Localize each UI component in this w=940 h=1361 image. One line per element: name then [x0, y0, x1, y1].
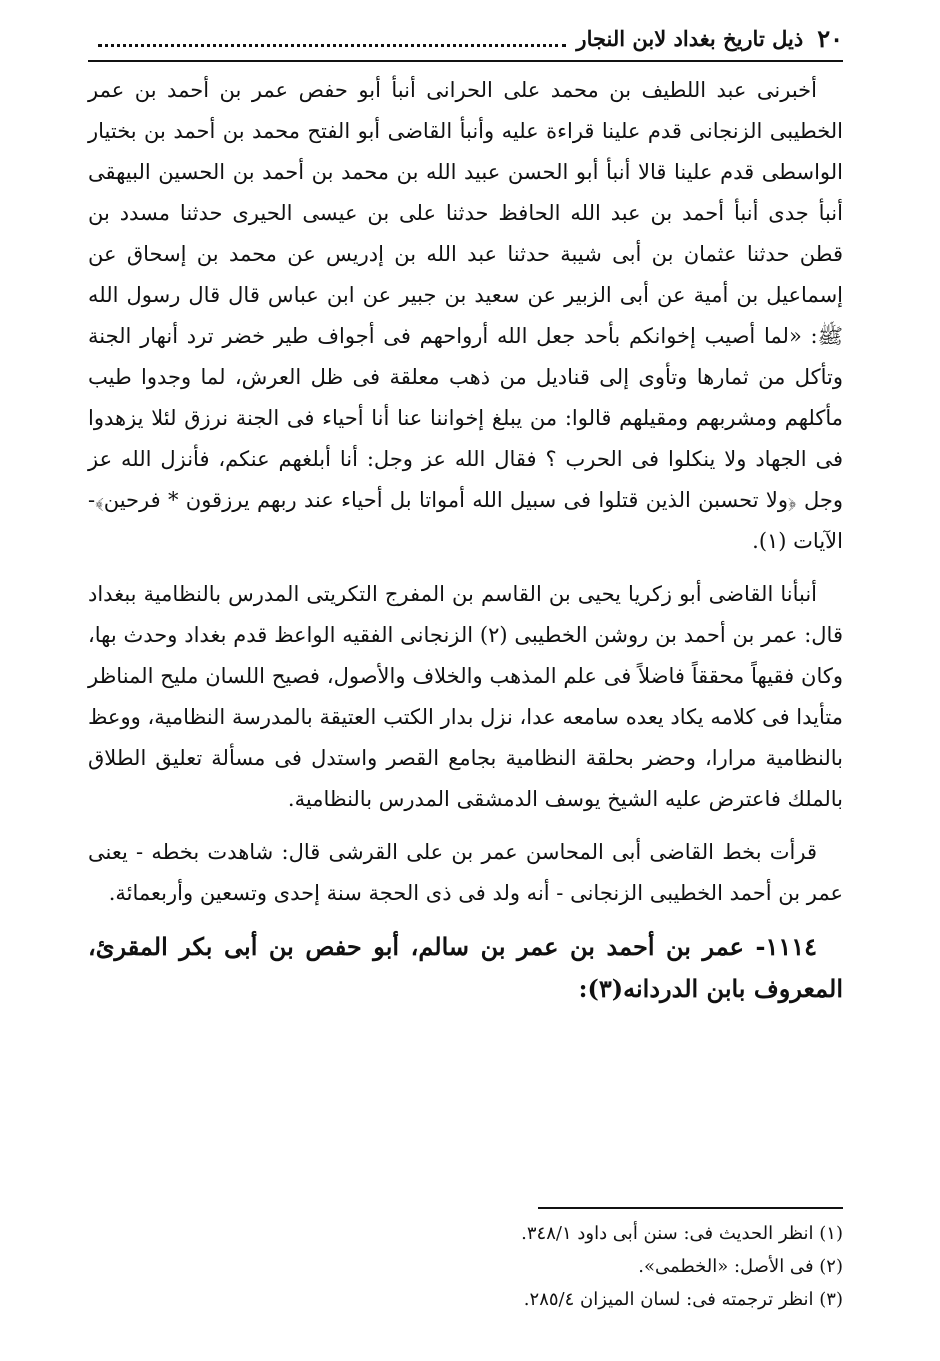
book-page — [88, 18, 843, 1010]
footnote-divider — [538, 1207, 843, 1209]
running-header — [88, 18, 843, 62]
paragraph-biography: أنبأنا القاضى أبو زكريا يحيى بن القاسم بن المفرج التكريتى المدرس بالنظامية ببغداد قال: عمر بن أحمد بن روشن الخطيبى (٢) الزنجانى الفقيه الواعظ قدم بغداد وحدث بها، وكان فقيهاً محققاً فاضلاً فى علم المذهب والخلاف والأصول، فصيح اللسان مليح المناظر متأيدا فى كلامه يكاد يعده سامعه عدا، نزل بدار الكتب العتيقة بالمدرسة النظامية، ووعظ بالنظامية مرارا، وحضر بحلقة النظامية بجامع القصر واستدل فى مسألة تعليق الطلاق بالملك فاعترض عليه الشيخ يوسف الدمشقى المدرس بالنظامية. — [88, 582, 843, 811]
running-title: ذيل تاريخ بغداد لابن النجار — [576, 25, 804, 51]
footnote-2: (٢) فى الأصل: «الخطمى». — [638, 1256, 843, 1277]
footnote-3: (٣) انظر ترجمته فى: لسان الميزان ٢٨٥/٤. — [523, 1289, 843, 1310]
footnote-1: (١) انظر الحديث فى: سنن أبى داود ٣٤٨/١. — [521, 1223, 843, 1244]
page-number: ٢٠ — [817, 23, 843, 53]
footnotes-section — [88, 1207, 843, 1316]
paragraph-birth-note: قرأت بخط القاضى أبى المحاسن عمر بن على القرشى قال: شاهدت بخطه - يعنى عمر بن أحمد الخطيبى الزنجانى - أنه ولد فى ذى الحجة سنة إحدى وتسعين وأربعمائة. — [88, 840, 843, 905]
paragraph-hadith-chain: أخبرنى عبد اللطيف بن محمد على الحرانى أنبأ أبو حفص عمر بن أحمد بن عمر الخطيبى الزنجانى قدم علينا قراءة عليه وأنبأ القاضى أبو الفتح محمد بن أحمد بن بختيار الواسطى قدم علينا قالا أنبأ أبو الحسن عبيد الله بن محمد بن أحمد بن الحسين البيهقى أنبأ جدى أنبأ أحمد بن عبد الله الحافظ حدثنا على بن عيسى الحيرى حدثنا مسدد بن قطن حدثنا عثمان بن أبى شيبة حدثنا عبد الله بن إدريس عن محمد بن إسحاق عن إسماعيل بن أمية عن أبى الزبير عن سعيد بن جبير عن ابن عباس قال قال رسول الله ﷺ: «لما أصيب إخوانكم بأحد جعل الله أرواحهم فى أجواف طير خضر ترد أنهار الجنة وتأكل من ثمارها وتأوى إلى قناديل من ذهب معلقة فى ظل العرش، لما وجدوا طيب مأكلهم ومشربهم ومقيلهم قالوا: من يبلغ إخواننا عنا أنا أحياء فى الجنة نرزق لئلا يزهدوا فى الجهاد ولا ينكلوا فى الحرب ؟ فقال الله عز وجل: أنا أبلغهم عنكم، فأنزل الله عز وجل ﴿ولا تحسبن الذين قتلوا فى سبيل الله أمواتا بل أحياء عند ربهم يرزقون * فرحين﴾- الآيات (١). — [88, 78, 843, 553]
header-dotted-leader — [98, 30, 566, 47]
main-text — [88, 70, 843, 1010]
entry-heading: ١١١٤- عمر بن أحمد بن عمر بن سالم، أبو حفص بن أبى بكر المقرئ، المعروف بابن الدردانه(٣): — [88, 932, 843, 1003]
